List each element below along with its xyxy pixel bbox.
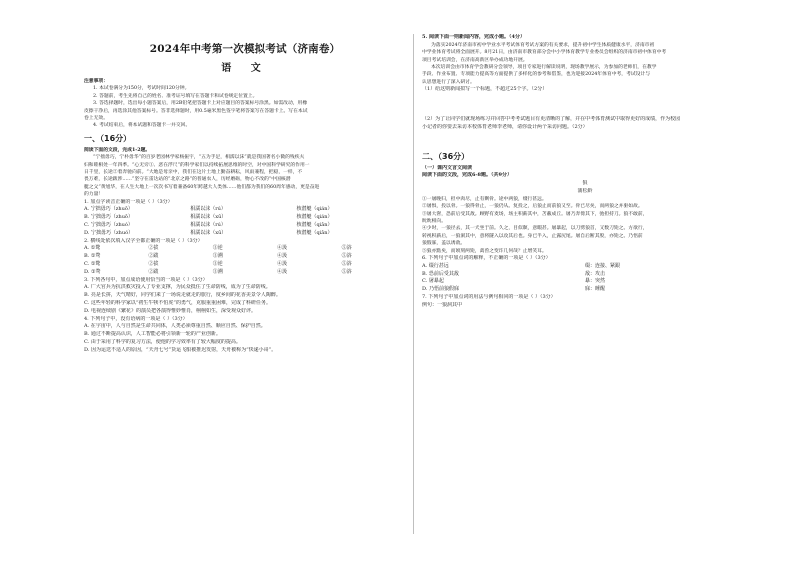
classical-text-line: ④少时，一狼径去，其一犬坐于前。久之，目似瞑，意暇甚。屠暴起，以刀劈狼首，又数刀毙之。方欲行， <box>422 226 648 232</box>
classical-text-line: 转视积薪后，一狼洞其中，意将隧入以攻其后也。身已半入，止露尻尾。屠自后断其股，亦毙之。乃悟前 <box>422 233 643 239</box>
passage-line: 妇和睦相处一年四季。“心无旁①、恶在浮尺”的科学家们以持续拓展思维的时空，对中国科学研究的作用一 <box>84 162 310 168</box>
q2-option-d: D. ①骛 ②跋 ③溯 ④汲 ⑤浴 <box>84 268 352 275</box>
passage-line: 日千里，长途②着奔驰向前。“大地是母亲中，我们在这片土地上勤奋耕耘，风雨兼程，把稳，一样，不 <box>84 170 303 176</box>
q1-option-b: B. 宁拙毋巧（zhuō） 相濡以沫（xū） 核潜艇（qián） <box>84 214 333 221</box>
notice-line: 3. 答选择题时，选出每小题答案后，用2B铅笔把答题卡上对应题目的答案标号涂黑。如需改动，用橡 <box>93 101 308 107</box>
question-1: 1. 加点字读音正确的一项是（ ）（3分） <box>84 198 173 205</box>
section-one-instruction: 阅读下面的文段，完成1-2题。 <box>84 146 151 153</box>
q2-option-a: A. ①鹜 ②拔 ③逆 ④汲 ⑤浴 <box>84 245 352 252</box>
question-5: 5. 阅读下面一则新闻内容，完成小题。（4分） <box>422 34 525 40</box>
question-5-2-cont: 小记者的你要去采访本校体育老师李老师，请你设计两个采访问题。（2分） <box>422 123 588 130</box>
q6-option-a: A. 缀行甚远 缀：连接、紧跟 <box>422 262 621 269</box>
passage-line: 的力量！ <box>84 192 104 198</box>
poem-title: 狼 <box>582 180 588 187</box>
subsection-one-title: （一）课内文言文阅读 <box>422 164 473 171</box>
notice-line: 皮擦干净后，再选涂其他答案标号。答非选择题时，用0.5毫米黑色签字笔将答案写在答题卡上。写在本试 <box>84 108 308 114</box>
notice-line: 4. 考试结束后，将本试题和答题卡一并交回。 <box>93 123 191 129</box>
q3-option-b: B. 亮是长拼，天气晴好，同学们来了一场说走就走的旅行，度乡间的花香美景令人陶醉。 <box>84 292 281 299</box>
q4-option-a: A. 在宇宙中，人与自然是生命共同体，人类必须尊重自然、顺应自然、保护自然。 <box>84 323 266 330</box>
question-6: 6. 下列句子中加点词的解释，不正确的一项是（ ）（3分） <box>422 255 551 262</box>
news-line: 中学业体育考试将全面展开。8月21日，由济南市教育部分会中小学体育教学专业委员会组织的济南市初中体育中考 <box>422 50 667 56</box>
news-line: 认思想进行了深入研讨。 <box>422 79 475 85</box>
exam-title: 2024年中考第一次模拟考试（济南卷） <box>149 43 341 55</box>
passage-line: “宁拙毋巧，宁朴毋华”的百岁老园林学家杨振宇，“五为手足，相濡以沫”就是我国著名小微的残疾夫 <box>93 155 305 161</box>
news-line: 本次培训会由市体育学会教研分会领导，项目专家进行解读说明，现场教学展示，为参加的老师们，在教学 <box>431 65 657 71</box>
section-one-title: 一、（16分） <box>84 133 132 143</box>
q4-option-b: B. 通过不断提高认识，人工智能必将引领新一轮的产业创新。 <box>84 331 221 338</box>
question-4: 4. 下列句子中，没有语病的一项是（ ）（3分） <box>84 315 188 322</box>
right-column <box>422 34 748 310</box>
q3-option-a: A. 广大官兵为抗洪救灾投入了专业支撑，为民众抵住了生命防线，成为了生命防线。 <box>84 284 271 291</box>
q6-option-c: C. 屠暴起 暴：突然 <box>422 278 606 285</box>
passage-line: 畏万难，长途跋涉……”坚守在雷达站的“北京之路”的普通农人，历经磨砺，物心不改的“中国核潜 <box>84 177 291 183</box>
q3-option-c: C. 这些年轻的科学家以“初生牛犊不怕虎”的勇气，克服重重困难，完成了科研任务。 <box>84 300 271 307</box>
subject-title: 语 文 <box>221 63 269 74</box>
q7-example: 例句：一狼洞其中 <box>422 301 463 308</box>
q4-option-c: C. 由于采用了科学的复习方法，使他的学习效率有了较大幅度的提高。 <box>84 339 241 346</box>
news-line: 为落实2024年济南市初中学业水平考试体育考试方案的有关要求，提升初中学生体质健康水平，济南市初 <box>431 42 655 48</box>
q6-option-b: B. 恐前后受其敌 敌：攻击 <box>422 270 606 277</box>
q2-option-b: B. ①骛 ②跋 ③溯 ④汲 ⑤浴 <box>84 253 352 260</box>
q1-option-c: C. 宁拙毋巧（zhuó） 相濡以沫（rú） 核潜艇（qiǎn） <box>84 222 333 229</box>
poem-author: 蒲松龄 <box>577 188 593 195</box>
question-5-1: （1）给这则新闻拟写一个标题，不超过25个字。（2分） <box>422 86 548 93</box>
q1-option-d: D. 宁拙毋巧（zhuó） 相濡以沫（xū） 核潜艇（qiǎn） <box>84 229 333 236</box>
question-7: 7. 下列句子中加点词的用法与例句相同的一项是（ ）（3分） <box>422 294 556 301</box>
q1-option-a: A. 宁拙毋巧（zhuō） 相濡以沫（rú） 核潜艇（qián） <box>84 206 333 213</box>
passage-line: 艇之父”黄旭华，在人生大地上一次次书写着兼备60年跨越大人类体……他们都为我们的60周年感动，更是奋进 <box>84 184 320 190</box>
q2-option-c: C. ①鹜 ②拔 ③逆 ④汲 ⑤浴 <box>84 261 352 268</box>
classical-text-line: ②屠惧，投以骨。一狼得骨止，一狼仍从。复投之，后狼止而前狼又至。骨已尽矣，而两狼之并驱如故。 <box>422 204 643 210</box>
classical-text-line: ①一屠晚归，担中肉尽，止有剩骨。途中两狼，缀行甚远。 <box>422 196 547 202</box>
question-3: 3. 下列各句中，加点成语使用恰当的一项是（ ）（3分） <box>84 276 208 283</box>
classical-text-line: ⑤狼亦黠矣，而顷刻两毙，禽兽之变诈几何哉？止增笑耳。 <box>422 248 547 254</box>
q6-option-d: D. 乃悟前狼假寐 寐：睡醒 <box>422 286 606 293</box>
classical-text-line: 眈眈相向。 <box>422 219 446 225</box>
left-column <box>84 34 406 355</box>
question-5-2: （2）为了让同学们就现场练习并回答中考考试题目有更清晰的了解，并在中考体育测试中取得更好的成绩，作为校园 <box>422 116 681 123</box>
section-two-title: 二、（36分） <box>422 151 470 161</box>
section-two-instruction: 阅读下面的文段，完成6-8题。（共9分） <box>422 172 513 179</box>
notice-line: 卷上无效。 <box>84 116 108 122</box>
classical-text-line: ③屠大窘，恐前后受其敌。顾野有麦场，场主积薪其中，苫蔽成丘。屠乃奔倚其下，弛担持刀。狼不敢前， <box>422 211 648 217</box>
q4-option-d: D. 因为运送不适人的原因，“天舟七号”货运飞船被推迟发射，天舟被称为“快递小哥”。 <box>84 346 277 353</box>
news-line: 手段、作业布置、专项能力提高等方面提供了多样化的参考和借鉴，也为迎接2024年体育中考，考试设计与 <box>422 72 651 78</box>
question-2: 2. 横线处依次填入汉字全都正确的一项是（ ）（3分） <box>84 237 203 244</box>
classical-text-line: 狼假寐，盖以诱敌。 <box>422 241 466 247</box>
notice-line: 1. 本试卷满分为150分，考试时间120分钟。 <box>93 86 190 92</box>
news-line: 项目考试培训会，在济南高新区举办成功地开展。 <box>422 57 528 63</box>
notice-line: 2. 答题前，考生先将自己的姓名、准考证号填写在答题卡和试卷规定位置上。 <box>93 93 258 99</box>
column-divider <box>413 34 414 534</box>
notice-heading: 注意事项： <box>84 78 108 84</box>
q3-option-d: D. 电视连续剧《繁花》的演员把各演得惟妙惟肖，栩栩如生，深受观众好评。 <box>84 307 257 314</box>
